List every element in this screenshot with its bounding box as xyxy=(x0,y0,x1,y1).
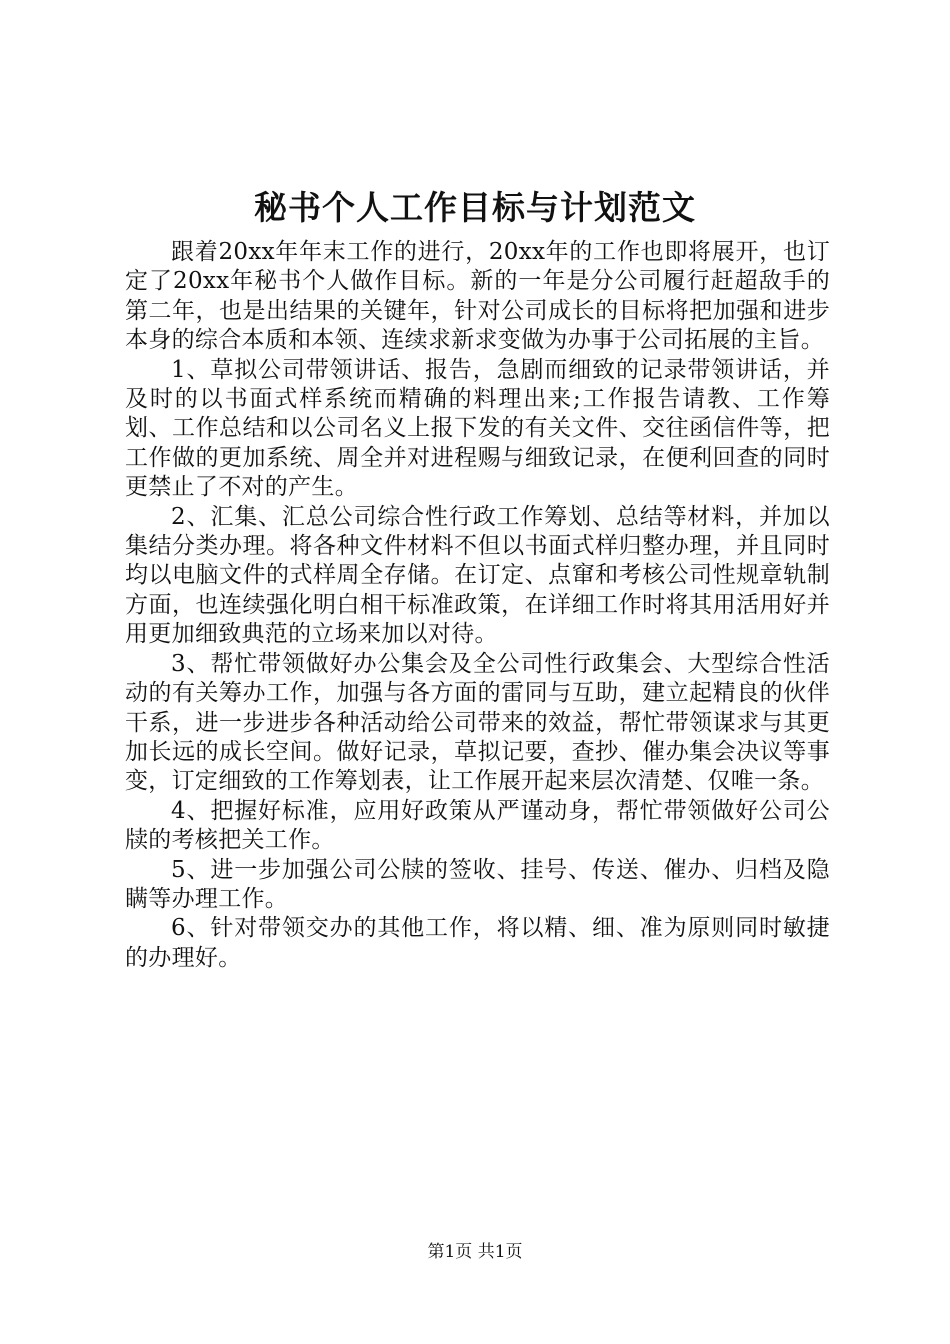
paragraph-intro: 跟着20xx年年末工作的进行，20xx年的工作也即将展开，也订定了20xx年秘书个人做作目标。新的一年是分公司履行赶超敌手的第二年，也是出结果的关键年，针对公司成长的目标将把加强和进步本身的综合本质和本领、连续求新求变做为办事于公司拓展的主旨。 xyxy=(125,239,830,354)
paragraph-item-6: 6、针对带领交办的其他工作，将以精、细、准为原则同时敏捷的办理好。 xyxy=(125,915,830,971)
document-body xyxy=(125,238,830,973)
paragraph-item-5: 5、进一步加强公司公牍的签收、挂号、传送、催办、归档及隐瞒等办理工作。 xyxy=(125,856,830,912)
paragraph-item-4: 4、把握好标准，应用好政策从严谨动身，帮忙带领做好公司公牍的考核把关工作。 xyxy=(125,797,830,854)
paragraph-item-3: 3、帮忙带领做好办公集会及全公司性行政集会、大型综合性活动的有关筹办工作，加强与各方面的雷同与互助，建立起精良的伙伴干系，进一步进步各种活动给公司带来的效益，帮忙带领谋求与其更加长远的成长空间。做好记录，草拟记要，查抄、催办集会决议等事变，订定细致的工作筹划表，让工作展开起来层次清楚、仅唯一条。 xyxy=(125,650,830,795)
paragraph-item-2: 2、汇集、汇总公司综合性行政工作筹划、总结等材料，并加以集结分类办理。将各种文件材料不但以书面式样归整办理，并且同时均以电脑文件的式样周全存储。在订定、点窜和考核公司性规章轨制方面，也连续强化明白相干标准政策，在详细工作时将其用活用好并用更加细致典范的立场来加以对待。 xyxy=(125,503,830,648)
paragraph-item-1: 1、草拟公司带领讲话、报告，急剧而细致的记录带领讲话，并及时的以书面式样系统而精确的料理出来;工作报告请教、工作筹划、工作总结和以公司名义上报下发的有关文件、交往函信件等，把工作做的更加系统、周全并对进程赐与细致记录，在便利回查的同时更禁止了不对的产生。 xyxy=(125,356,830,501)
page-footer: 第1页 共1页 xyxy=(427,1242,523,1262)
document-title: 秘书个人工作目标与计划范文 xyxy=(254,188,696,227)
